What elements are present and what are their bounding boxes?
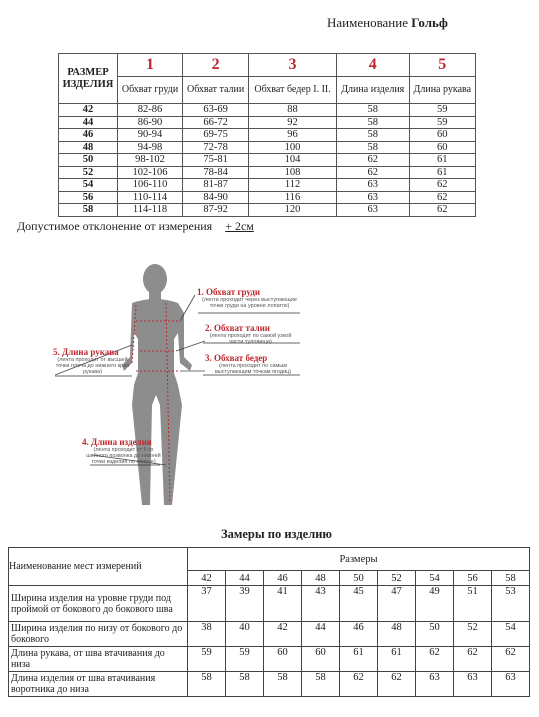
col-header: Длина рукава — [409, 77, 475, 104]
size-cell: 82-86 — [118, 104, 183, 117]
size-cell: 63 — [336, 204, 409, 217]
size-cell: 63-69 — [183, 104, 249, 117]
measure-cell: 59 — [226, 647, 264, 672]
measure-row-name: Длина изделия от шва втачивания воротника до низа — [9, 672, 188, 697]
size-cell: 72-78 — [183, 141, 249, 154]
size-cell: 100 — [249, 141, 337, 154]
measure-cell: 62 — [454, 647, 492, 672]
title-product-name: Гольф — [411, 15, 448, 30]
measure-cell: 61 — [378, 647, 416, 672]
size-cell: 75-81 — [183, 154, 249, 167]
size-chart-table — [58, 53, 476, 217]
measure-cell: 59 — [188, 647, 226, 672]
measure-cell: 44 — [302, 622, 340, 647]
body-silhouette — [0, 255, 539, 525]
size-cell: 60 — [409, 141, 475, 154]
size-cell: 87-92 — [183, 204, 249, 217]
measure-size: 48 — [302, 571, 340, 586]
size-cell: 66-72 — [183, 116, 249, 129]
size-cell: 88 — [249, 104, 337, 117]
size-value: 54 — [59, 179, 118, 192]
size-cell: 92 — [249, 116, 337, 129]
tolerance-value: + 2см — [225, 219, 254, 233]
size-cell: 58 — [336, 104, 409, 117]
size-row — [59, 204, 476, 217]
measurement-figure — [0, 255, 539, 525]
measurements-table — [8, 547, 530, 697]
measure-size: 56 — [454, 571, 492, 586]
size-value: 46 — [59, 129, 118, 142]
size-row — [59, 116, 476, 129]
measure-cell: 39 — [226, 586, 264, 622]
size-cell: 60 — [409, 129, 475, 142]
measure-size: 54 — [416, 571, 454, 586]
figure-label-chest: 1. Обхват груди — [197, 287, 261, 297]
measure-size: 44 — [226, 571, 264, 586]
title-prefix: Наименование — [327, 15, 408, 30]
measure-cell: 50 — [416, 622, 454, 647]
figure-label-sleeve: 5. Длина рукава — [53, 347, 119, 357]
size-cell: 120 — [249, 204, 337, 217]
size-row — [59, 141, 476, 154]
measure-size: 58 — [492, 571, 530, 586]
measure-cell: 58 — [188, 672, 226, 697]
size-cell: 59 — [409, 116, 475, 129]
measure-cell: 60 — [302, 647, 340, 672]
size-row — [59, 166, 476, 179]
measure-row — [9, 647, 530, 672]
size-cell: 58 — [336, 116, 409, 129]
size-cell: 62 — [409, 204, 475, 217]
measure-cell: 43 — [302, 586, 340, 622]
measure-cell: 63 — [454, 672, 492, 697]
size-row — [59, 104, 476, 117]
size-value: 50 — [59, 154, 118, 167]
size-row — [59, 191, 476, 204]
measure-size: 50 — [340, 571, 378, 586]
size-cell: 86-90 — [118, 116, 183, 129]
size-cell: 90-94 — [118, 129, 183, 142]
size-cell: 58 — [336, 141, 409, 154]
col-number: 5 — [409, 54, 475, 77]
size-cell: 110-114 — [118, 191, 183, 204]
measure-cell: 62 — [340, 672, 378, 697]
size-cell: 114-118 — [118, 204, 183, 217]
size-cell: 102-106 — [118, 166, 183, 179]
col-number: 1 — [118, 54, 183, 77]
size-value: 48 — [59, 141, 118, 154]
measure-cell: 58 — [302, 672, 340, 697]
col-header: Обхват талии — [183, 77, 249, 104]
figure-label-length: 4. Длина изделия — [82, 437, 152, 447]
col-number: 2 — [183, 54, 249, 77]
measure-cell: 45 — [340, 586, 378, 622]
size-cell: 59 — [409, 104, 475, 117]
col-number: 3 — [249, 54, 337, 77]
measure-sizes-header: Размеры — [188, 548, 530, 571]
measure-cell: 46 — [340, 622, 378, 647]
measure-cell: 62 — [492, 647, 530, 672]
measure-cell: 42 — [264, 622, 302, 647]
measure-cell: 58 — [226, 672, 264, 697]
col-header: Длина изделия — [336, 77, 409, 104]
size-cell: 106-110 — [118, 179, 183, 192]
size-cell: 98-102 — [118, 154, 183, 167]
figure-note-sleeve: (лента проходит от высшей точки плеча до нижнего края рукава) — [55, 357, 130, 375]
size-cell: 62 — [409, 191, 475, 204]
measure-cell: 38 — [188, 622, 226, 647]
measure-cell: 62 — [378, 672, 416, 697]
figure-note-length: (лента проходит от 6-го шейного позвонка до нижней точки изделия по спинке) — [86, 447, 161, 465]
size-cell: 58 — [336, 129, 409, 142]
figure-note-hips: (лента проходит по самым выступающим точкам ягодиц) — [214, 363, 292, 375]
measure-cell: 48 — [378, 622, 416, 647]
size-value: 52 — [59, 166, 118, 179]
figure-label-hips: 3. Обхват бедер — [205, 353, 268, 363]
col-header: Обхват бедер I. II. — [249, 77, 337, 104]
measure-title: Замеры по изделию — [221, 527, 332, 541]
measure-cell: 37 — [188, 586, 226, 622]
measure-row — [9, 586, 530, 622]
measure-row-name: Ширина изделия по низу от бокового до бокового — [9, 622, 188, 647]
measure-cell: 41 — [264, 586, 302, 622]
measure-cell: 54 — [492, 622, 530, 647]
size-cell: 116 — [249, 191, 337, 204]
size-value: 42 — [59, 104, 118, 117]
measure-size: 52 — [378, 571, 416, 586]
size-row — [59, 179, 476, 192]
measure-cell: 61 — [340, 647, 378, 672]
col-number: 4 — [336, 54, 409, 77]
measure-cell: 51 — [454, 586, 492, 622]
size-row — [59, 154, 476, 167]
measure-cell: 58 — [264, 672, 302, 697]
measure-size: 42 — [188, 571, 226, 586]
figure-note-chest: (лента проходит через выступающие точки груди на уровне лопаток) — [202, 297, 297, 309]
measure-cell: 49 — [416, 586, 454, 622]
size-cell: 63 — [336, 191, 409, 204]
size-value: 44 — [59, 116, 118, 129]
size-value: 56 — [59, 191, 118, 204]
size-cell: 84-90 — [183, 191, 249, 204]
size-cell: 62 — [336, 166, 409, 179]
size-cell: 62 — [409, 179, 475, 192]
measure-cell: 47 — [378, 586, 416, 622]
size-cell: 63 — [336, 179, 409, 192]
measure-cell: 62 — [416, 647, 454, 672]
size-cell: 108 — [249, 166, 337, 179]
measure-name-header: Наименование мест измерений — [9, 548, 188, 586]
size-cell: 78-84 — [183, 166, 249, 179]
size-cell: 61 — [409, 166, 475, 179]
col-header: Обхват груди — [118, 77, 183, 104]
measure-cell: 52 — [454, 622, 492, 647]
size-cell: 104 — [249, 154, 337, 167]
size-row — [59, 129, 476, 142]
measure-cell: 63 — [492, 672, 530, 697]
measure-cell: 63 — [416, 672, 454, 697]
measure-row — [9, 622, 530, 647]
size-cell: 69-75 — [183, 129, 249, 142]
size-cell: 81-87 — [183, 179, 249, 192]
measure-row — [9, 672, 530, 697]
size-cell: 94-98 — [118, 141, 183, 154]
figure-label-waist: 2. Обхват талии — [205, 323, 270, 333]
document-title — [327, 15, 448, 31]
tolerance-text: Допустимое отклонение от измерения — [17, 219, 213, 233]
size-cell: 62 — [336, 154, 409, 167]
measure-size: 46 — [264, 571, 302, 586]
size-cell: 61 — [409, 154, 475, 167]
measure-row-name: Длина рукава, от шва втачивания до низа — [9, 647, 188, 672]
size-value: 58 — [59, 204, 118, 217]
figure-note-waist: (лента проходит по самой узкой части туловища) — [209, 333, 292, 345]
tolerance-note — [17, 219, 254, 234]
measure-cell: 60 — [264, 647, 302, 672]
size-cell: 96 — [249, 129, 337, 142]
measure-cell: 53 — [492, 586, 530, 622]
measure-cell: 40 — [226, 622, 264, 647]
size-cell: 112 — [249, 179, 337, 192]
size-header: РАЗМЕР ИЗДЕЛИЯ — [59, 54, 118, 104]
measure-row-name: Ширина изделия на уровне груди под проймой от бокового до бокового шва — [9, 586, 188, 622]
